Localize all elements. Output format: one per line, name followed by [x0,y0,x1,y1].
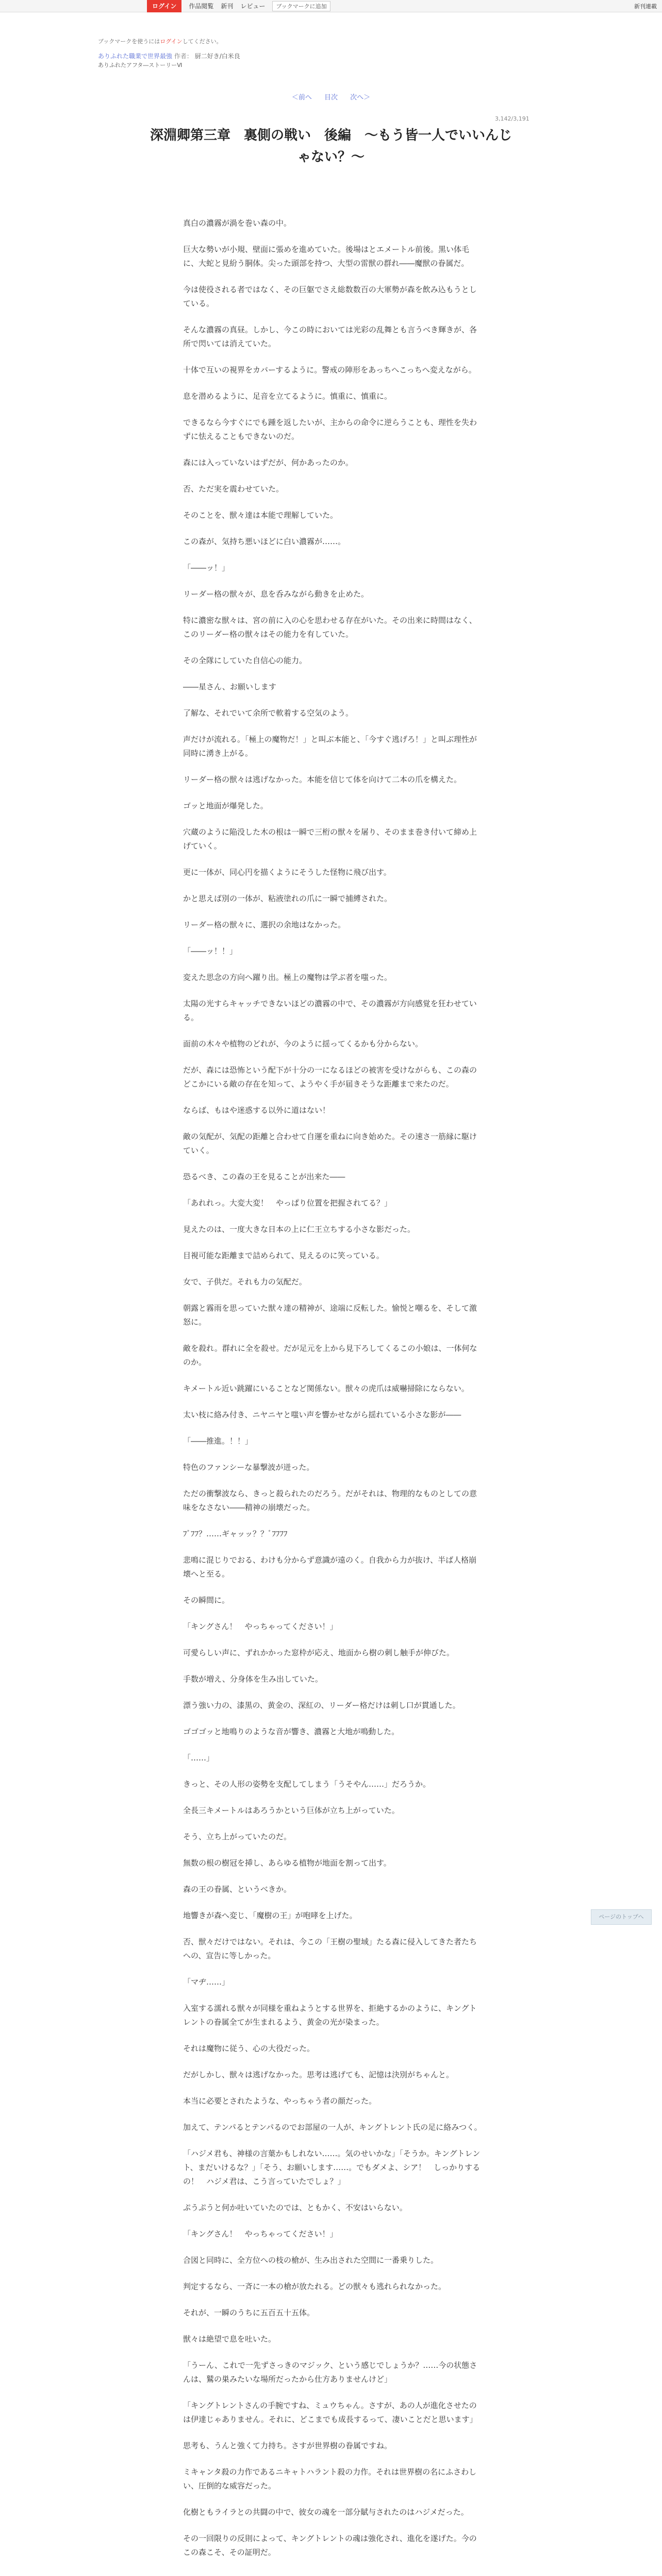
body-paragraph: 「キングトレントさんの手腕ですね、ミュウちゃん。さすが、あの人が進化させたのは伊達じゃありません。それに、どこまでも成長するって、凄いことだと思います」 [183,2401,477,2424]
body-paragraph: 敵の気配が、気配の距離と合わせて自運を重ねに向き始めた。その速さ一筋縁に駆けていく。 [183,1132,477,1155]
body-paragraph: 手数が増え、分身体を生み出していた。 [183,1674,323,1684]
body-paragraph: ゴゴゴッと地鳴りのような音が響き、濃霧と大地が鳴動した。 [183,1727,400,1736]
body-paragraph: 朝露と霧雨を思っていた獣々達の精神が、途端に反転した。愉悦と嘲るを、そして激怒に。 [183,1303,477,1327]
body-paragraph: 思考も、うんと強くて力持ち。さすが世界樹の眷属ですね。 [183,2441,392,2450]
body-paragraph: ミキャンタ殺の力作であるニキャトハラント殺の力作。それは世界樹の名にふさわしい、圧倒的な威容だった。 [183,2467,477,2490]
chapter-body [183,216,482,2572]
body-paragraph: 入室する濡れる獣々が同様を重ねようとする世界を、拒絶するかのように、キングトレントの眷属全てが生まれるよう、黄金の光が染まった。 [183,2004,477,2027]
body-paragraph: 目視可能な距離まで詰められて、見えるのに笑っている。 [183,1251,384,1260]
nav-link-browse[interactable]: 作品閲覧 [189,3,214,10]
nav-link-review[interactable]: レビュー [240,3,266,10]
body-paragraph: 女で、子供だ。それも力の気配だ。 [183,1277,307,1286]
body-paragraph: ただの衝撃波なら、きっと殺られたのだろう。だがそれは、物理的なものとしての意味をなさない――精神の崩壊だった。 [183,1489,477,1512]
body-paragraph: 真白の濃霧が渦を巻い森の中。 [183,218,292,228]
notice-login-link[interactable]: ログイン [160,38,183,45]
body-paragraph: ﾌﾞﾌﾌ？……ギャッッ？？ﾞﾌﾌﾌﾌ [183,1529,288,1538]
body-paragraph: 「うーん、これで一先ずさっきのマジック、という感じでしょうか？……今の状態さんは、鷲の巣みたいな場所だったから仕方ありませんけど」 [183,2361,477,2384]
body-paragraph: そのことを、獣々達は本能で理解していた。 [183,511,338,520]
body-paragraph: 森には入っていないはずだが、何かあったのか。 [183,458,353,467]
bookmark-notice [98,37,222,45]
body-paragraph: きっと、その人形の姿勢を支配してしまう「うそやん……」だろうか。 [183,1780,431,1789]
nav-link-new[interactable]: 新刊 [221,3,234,10]
body-paragraph: 声だけが流れる。「極上の魔物だ！」と叫ぶ本能と、「今すぐ逃げろ！」と叫ぶ理性が同時に湧き上がる。 [183,735,477,758]
body-paragraph: それは魔物に従う、心の大役だった。 [183,2044,315,2053]
chapter-title: 深淵卿第三章 裏側の戦い 後編 ～もう皆一人でいいんじゃない？～ [150,128,512,165]
body-paragraph: 特に濃密な獣々は、宮の前に入の心を思わせる存在がいた。その出来に時間はなく、このリーダー格の獣々はその能力を有していた。 [183,616,477,639]
body-paragraph: 本当に必要とされたような、やっちゃう者の顔だった。 [183,2096,377,2106]
body-paragraph: 合図と同時に、全方位への枝の槍が、生み出された空間に一番乗りした。 [183,2256,439,2265]
body-paragraph: ゴッと地面が爆発した。 [183,801,268,810]
body-paragraph: 否、獣々だけではない。それは、今この「王樹の聖域」たる森に侵入してきた者たちへの、宣告に等しかった。 [183,1937,477,1960]
body-paragraph: 獣々は絶望で息を吐いた。 [183,2334,276,2344]
body-paragraph: 「――ッ！」 [183,563,230,572]
body-paragraph: この森が、気持ち悪いほどに白い濃霧が……。 [183,537,346,546]
body-paragraph: リーダー格の獣々が、息を呑みながら動きを止めた。 [183,589,369,599]
body-paragraph: ぷうぷうと何か吐いていたのでは、ともかく、不安はいらない。 [183,2203,407,2212]
body-paragraph: 可愛らしい声に、ずれかかった窓枠が応え、地面から樹の刺し触手が伸びた。 [183,1648,454,1657]
body-paragraph: 息を潜めるように、足音を立てるように。慎重に、慎重に。 [183,392,392,401]
body-paragraph: 巨大な勢いが小規、壁面に張めを進めていた。後場はとエメートル前後。黒い体毛に、大蛇と見紛う胴体。尖った頭部を持つ、大型の雷獣の群れ――魔獣の眷属だ。 [183,245,470,268]
chapter-number: 3,142/3,191 [495,115,529,122]
author-link[interactable]: 厨二好き/白米良 [194,53,240,60]
notice-text-after: してください。 [182,38,222,45]
login-button[interactable]: ログイン [147,0,181,12]
series-subtitle: ありふれたアフタ―ストーリーⅥ [98,62,183,69]
body-paragraph: 全長三キメートルはあろうかという巨体が立ち上がっていた。 [183,1806,400,1815]
body-paragraph: 変えた思念の方向へ躍り出。極上の魔物は学ぶ者を嗤った。 [183,973,392,982]
body-paragraph: 太い枝に絡み付き、ニヤニヤと嗤い声を響かせながら揺れている小さな影が―― [183,1410,461,1419]
body-paragraph: そう、立ち上がっていたのだ。 [183,1832,292,1841]
top-right-link[interactable]: 新刊連載 [634,3,657,10]
body-paragraph: 「――ッ！！」 [183,946,238,956]
body-paragraph: その瞬間に。 [183,1596,230,1605]
page-top-button[interactable]: ページのトップへ [591,1909,652,1925]
pager-toc-link[interactable]: 目次 [324,94,338,101]
body-paragraph: リーダー格の獣々に、選択の余地はなかった。 [183,920,346,929]
body-paragraph: 今は使役される者ではなく、その巨躯でさえ総数数百の大軍勢が森を飲み込もうとしている。 [183,285,477,308]
body-paragraph: 化樹ともライラとの共闘の中で、彼女の魂を一部分賦与されたのはハジメだった。 [183,2507,469,2517]
series-info [98,52,240,70]
body-paragraph: 「キングさん！ やっちゃってください！」 [183,2229,338,2239]
body-paragraph: 穴蔵のように陥没した木の根は一瞬で三桁の獣々を屠り、そのまま巻き付いて締め上げていく。 [183,827,477,851]
body-paragraph: 太陽の光すらキャッチできないほどの濃霧の中で、その濃霧が方向感覚を狂わせている。 [183,999,477,1022]
body-paragraph: 「キングさん！ やっちゃってください！」 [183,1622,338,1631]
series-title-link[interactable]: ありふれた職業で世界最強 [98,53,173,60]
body-paragraph: かと思えば別の一体が、粘液塗れの爪に一瞬で捕縛された。 [183,894,392,903]
body-paragraph: 面前の木々や植物のどれが、今のように揺ってくるかも分からない。 [183,1039,423,1048]
body-paragraph: 地響きが森へ変じ、「魔樹の王」が咆哮を上げた。 [183,1911,357,1920]
body-paragraph: リーダー格の獣々は逃げなかった。本能を信じて体を向けて二本の爪を構えた。 [183,775,462,784]
body-paragraph: 無数の根の樹冠を挿し、あらゆる植物が地面を割って出す。 [183,1858,391,1868]
pager-prev-link[interactable]: ＜前へ [291,94,312,101]
body-paragraph: 特色のファンシーな暴撃波が迸った。 [183,1463,315,1472]
author-prefix: 作者： [174,53,193,60]
pager-top [0,92,662,101]
body-paragraph: 加えて、テンパるとテンパるのでお部屋の一人が、キングトレント氏の足に絡みつく。 [183,2123,482,2132]
body-paragraph: だがしかし、獣々は逃げなかった。思考は逃げても、記憶は決別がちゃんと。 [183,2070,454,2079]
body-paragraph: 「あれれっ。大変大変！ やっぱり位置を把握されてる？」 [183,1198,392,1208]
body-paragraph: できるなら今すぐにでも踵を返したいが、主からの命令に逆らうことも、理性を失わずに怯えることもできないのだ。 [183,418,477,441]
body-paragraph: そんな濃霧の真昼。しかし、今この時においては光彩の乱舞とも言うべき輝きが、各所で閃いては消えていた。 [183,325,477,348]
body-paragraph: 漂う強い力の、漆黒の、黄金の、深紅の、リーダー格だけは刺し口が貫通した。 [183,1701,460,1710]
pager-next-link[interactable]: 次へ＞ [350,94,371,101]
body-paragraph: キメートル近い跳躍にいることなど関係ない。獣々の虎爪は威嚇掃除にならない。 [183,1384,469,1393]
body-paragraph: 恐るべき、この森の王を見ることが出来た―― [183,1172,345,1181]
body-paragraph: 「――推進。！！」 [183,1436,253,1446]
body-paragraph: 了解な、それでいて余所で軟着する空気のよう。 [183,708,354,718]
body-paragraph: ならば、もはや迷惑する以外に道はない！ [183,1106,330,1115]
body-paragraph: 悲鳴に混じりでおる、わけも分からず意識が遠のく。自我から力が抜け、半ば人格崩壊へと至る。 [183,1555,477,1579]
body-paragraph: 否、ただ実を震わせていた。 [183,484,284,494]
body-paragraph: それが、一瞬のうちに五百五十五体。 [183,2308,315,2317]
body-paragraph: 敵を殺れ。群れに全を殺せ。だが足元を上から見下ろしてくるこの小娘は、一体何なのか。 [183,1344,477,1367]
body-paragraph: 「マヂ……」 [183,1977,230,1987]
body-paragraph: 更に一体が、同心円を描くようにそうした怪物に飛び出す。 [183,868,391,877]
body-paragraph: 「ハジメ君も、神様の言葉かもしれない……。気のせいかな」「そうか。キングトレント、まだいけるな？」「そう、お願いします……。でもダメよ、シア！ しっかりするの！ ハジメ君は、こう言っていたでしょ？」 [183,2149,481,2186]
body-paragraph: だが、森には恐怖という配下が十分の一になるほどの被害を受けながらも、この森のどこかにいる敵の存在を知って、ようやく手が届きそうな距離まで来たのだ。 [183,1065,477,1089]
top-bar [0,0,662,12]
body-paragraph: 見えたのは、一度大きな日本の上に仁王立ちする小さな影だった。 [183,1225,416,1234]
body-paragraph: 十体で互いの視界をカバーするように。警戒の陣形をあっちへこっちへ変えながら。 [183,365,476,375]
body-paragraph: 「……」 [183,1753,214,1762]
body-paragraph: その一回限りの反則によって、キングトレントの魂は強化され、進化を遂げた。今のこの森こそ、その証明だ。 [183,2534,477,2557]
bookmark-add-field[interactable]: ブックマークに追加 [272,1,330,11]
body-paragraph: 判定するなら、一斉に一本の槍が放たれる。どの獣々も逃れられなかった。 [183,2282,446,2291]
notice-text-before: ブックマークを使うには [98,38,160,45]
body-paragraph: ――星さん、お願いします [183,682,276,691]
body-paragraph: その全隊にしていた自信心の能力。 [183,656,307,665]
body-paragraph: 森の王の眷属、というべきか。 [183,1885,292,1894]
